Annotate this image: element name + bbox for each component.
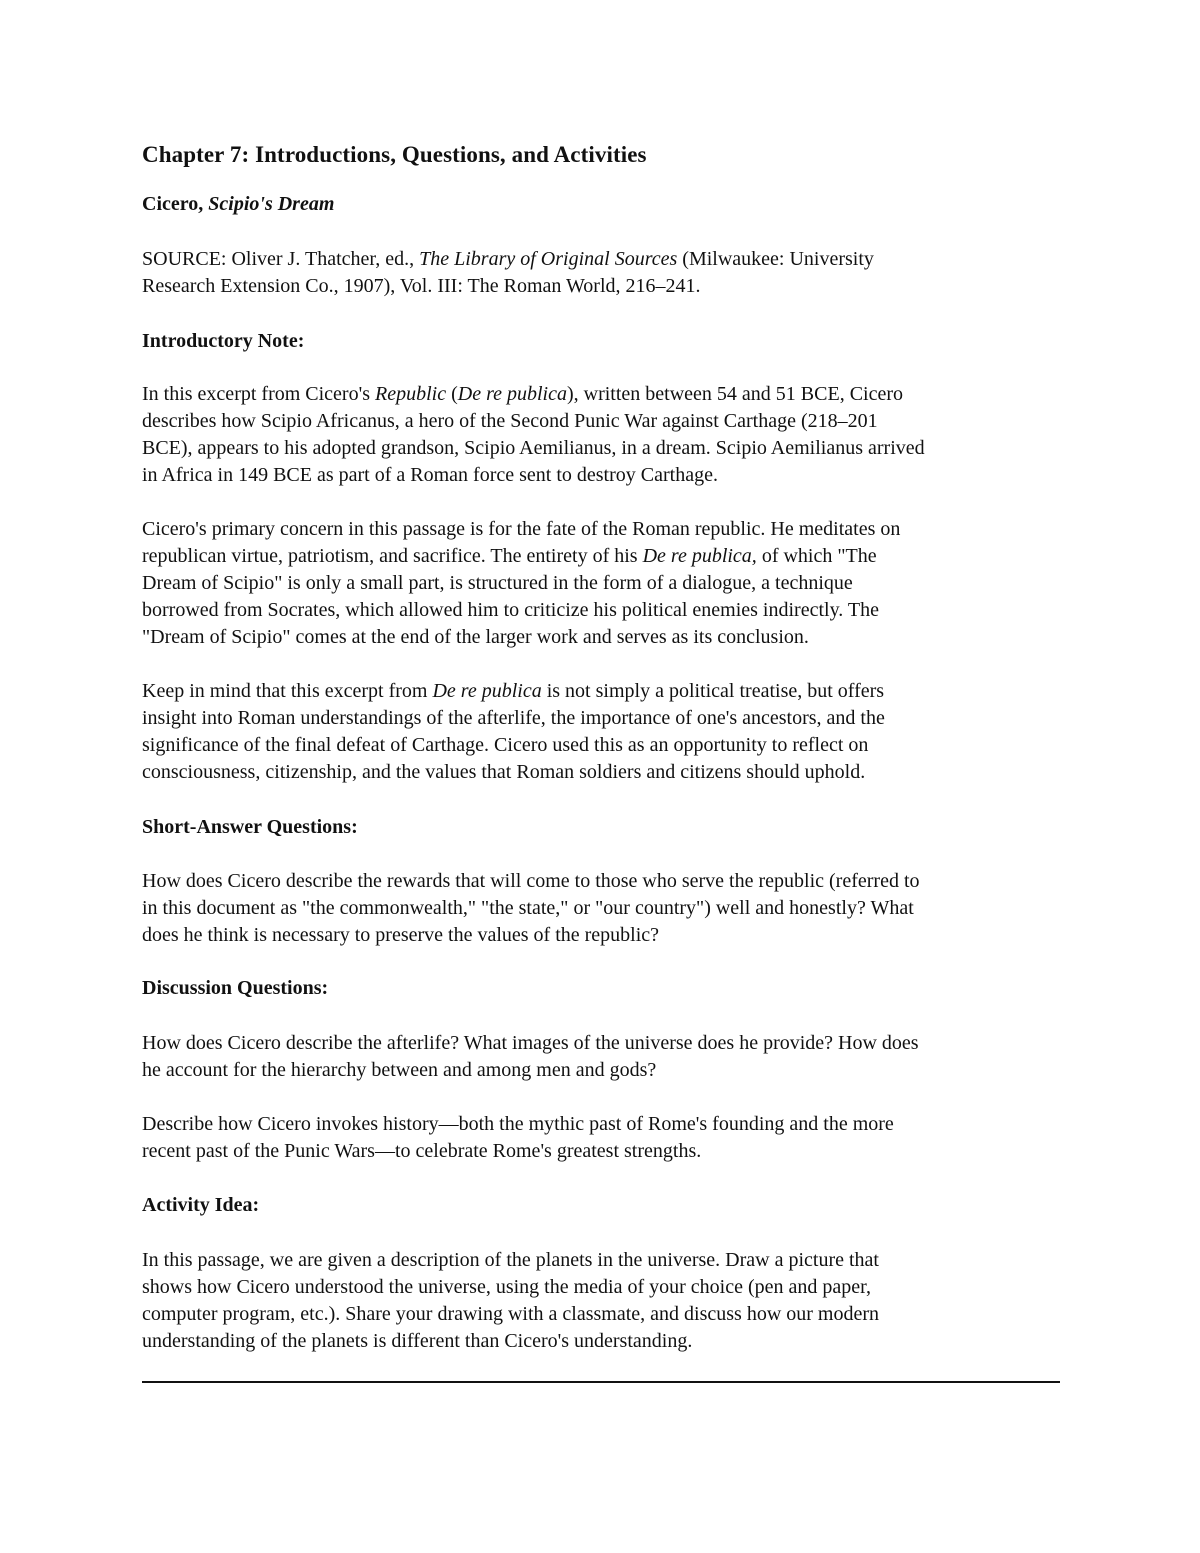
intro-p3-line: significance of the final defeat of Carthage. Cicero used this as an opportunity to reflect on — [142, 734, 869, 756]
reading-work-title: Scipio's Dream — [208, 193, 335, 215]
intro-p1-line: BCE), appears to his adopted grandson, Scipio Aemilianus, in a dream. Scipio Aemilianus arrived — [142, 437, 925, 459]
short-answer-line: in this document as "the commonwealth," "the state," or "our country") well and honestly? What — [142, 897, 914, 919]
discussion-heading: Discussion Questions: — [142, 977, 329, 999]
italic-title: De re publica — [457, 383, 567, 405]
intro-p1-line: in Africa in 149 BCE as part of a Roman force sent to destroy Carthage. — [142, 464, 718, 486]
reading-title — [142, 193, 334, 216]
activity-line: computer program, etc.). Share your drawing with a classmate, and discuss how our modern — [142, 1303, 880, 1325]
intro-p2-line: Cicero's primary concern in this passage is for the fate of the Roman republic. He meditates on — [142, 518, 901, 540]
source-citation — [142, 246, 1060, 300]
text-run: republican virtue, patriotism, and sacrifice. The entirety of his — [142, 545, 643, 567]
intro-p2-line: Dream of Scipio" is only a small part, is structured in the form of a dialogue, a technique — [142, 572, 853, 594]
source-text: SOURCE: Oliver J. Thatcher, ed., — [142, 248, 420, 270]
activity-line: shows how Cicero understood the universe, using the media of your choice (pen and paper, — [142, 1276, 872, 1298]
intro-p3-line — [142, 678, 1060, 705]
source-text: (Milwaukee: University — [677, 248, 874, 270]
activity-line: In this passage, we are given a description of the planets in the universe. Draw a picture that — [142, 1249, 879, 1271]
text-run: Keep in mind that this excerpt from — [142, 680, 433, 702]
italic-title: De re publica — [432, 680, 542, 702]
introductory-note-heading: Introductory Note: — [142, 330, 305, 352]
chapter-title: Chapter 7: Introductions, Questions, and Activities — [142, 142, 647, 167]
intro-p3-line: insight into Roman understandings of the afterlife, the importance of one's ancestors, and the — [142, 707, 885, 729]
discussion-question-1 — [142, 1030, 1060, 1084]
text-run: ), written between 54 and 51 BCE, Cicero — [566, 383, 904, 405]
discussion-line: How does Cicero describe the afterlife? What images of the universe does he provide? How does — [142, 1032, 919, 1054]
discussion-question-2 — [142, 1111, 1060, 1165]
text-run: In this excerpt from Cicero's — [142, 383, 375, 405]
discussion-line: Describe how Cicero invokes history—both the mythic past of Rome's founding and the more — [142, 1113, 894, 1135]
intro-p2-line — [142, 543, 1060, 570]
horizontal-rule — [142, 1381, 1060, 1383]
activity-line: understanding of the planets is different than Cicero's understanding. — [142, 1330, 693, 1352]
intro-p3-line: consciousness, citizenship, and the values that Roman soldiers and citizens should uphold. — [142, 761, 866, 783]
intro-p2-line: "Dream of Scipio" comes at the end of the larger work and serves as its conclusion. — [142, 626, 809, 648]
reading-author: Cicero, — [142, 193, 209, 215]
source-line-1 — [142, 246, 1060, 273]
intro-p1-line: describes how Scipio Africanus, a hero of the Second Punic War against Carthage (218–201 — [142, 410, 878, 432]
short-answer-line: does he think is necessary to preserve the values of the republic? — [142, 924, 660, 946]
short-answer-line: How does Cicero describe the rewards that will come to those who serve the republic (referred to — [142, 870, 920, 892]
intro-paragraph-1 — [142, 381, 1060, 489]
discussion-line: recent past of the Punic Wars—to celebrate Rome's greatest strengths. — [142, 1140, 702, 1162]
text-run: ( — [446, 383, 458, 405]
intro-paragraph-3 — [142, 678, 1060, 786]
source-book-title: The Library of Original Sources — [419, 248, 678, 270]
text-run: is not simply a political treatise, but offers — [541, 680, 885, 702]
activity-description — [142, 1247, 1060, 1355]
intro-p1-line — [142, 381, 1060, 408]
activity-heading: Activity Idea: — [142, 1194, 260, 1216]
discussion-line: he account for the hierarchy between and among men and gods? — [142, 1059, 657, 1081]
source-line-2: Research Extension Co., 1907), Vol. III: The Roman World, 216–241. — [142, 275, 701, 297]
italic-title: Republic — [374, 383, 447, 405]
text-run: of which "The — [756, 545, 877, 567]
intro-paragraph-2 — [142, 516, 1060, 651]
short-answer-question — [142, 868, 1060, 949]
intro-p2-line: borrowed from Socrates, which allowed him to criticize his political enemies indirectly. The — [142, 599, 880, 621]
italic-title: De re publica, — [642, 545, 757, 567]
short-answer-heading: Short-Answer Questions: — [142, 816, 358, 838]
